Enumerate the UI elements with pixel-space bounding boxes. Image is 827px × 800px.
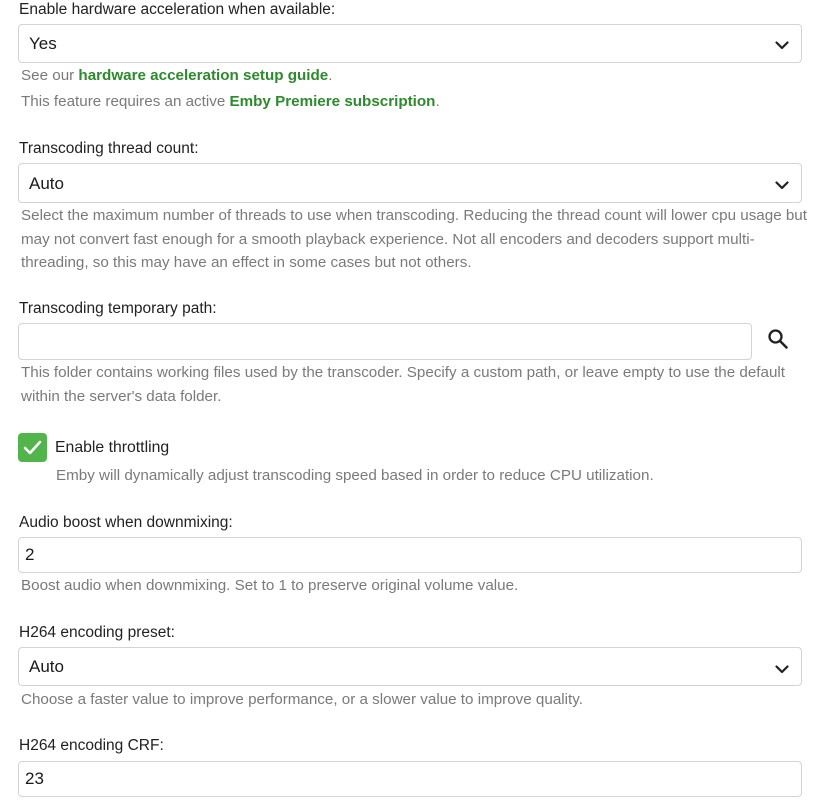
hardware-acceleration-guide-link[interactable]: hardware acceleration setup guide [78, 67, 329, 84]
audio-boost-description: Boost audio when downmixing. Set to 1 to preserve original volume value. [21, 577, 519, 594]
checkmark-icon [23, 439, 42, 456]
hw-accel-value: Yes [29, 34, 57, 53]
h264-preset-select[interactable] [18, 647, 802, 686]
audio-boost-value: 2 [25, 545, 35, 564]
chevron-down-icon [775, 181, 789, 190]
throttling-checkbox[interactable] [18, 433, 47, 462]
temp-path-input[interactable] [18, 323, 752, 360]
search-icon[interactable] [766, 327, 790, 351]
h264-preset-description: Choose a faster value to improve performance, or a slower value to improve quality. [21, 691, 583, 708]
temp-path-label: Transcoding temporary path: [19, 300, 217, 317]
h264-preset-value: Auto [29, 657, 64, 676]
thread-count-description: Select the maximum number of threads to use when transcoding. Reducing the thread count will lower cpu usage but may not convert fast enough for a smooth playback experience. Not all encoders and decoders support multi-threading, so this may have an effect in some cases but not others. [21, 207, 807, 271]
h264-preset-label: H264 encoding preset: [19, 624, 175, 641]
throttling-description: Emby will dynamically adjust transcoding speed based in order to reduce CPU utilization. [56, 467, 654, 484]
thread-count-select[interactable] [18, 163, 802, 203]
thread-count-value: Auto [29, 174, 64, 193]
chevron-down-icon [775, 41, 789, 50]
h264-crf-input[interactable] [18, 761, 802, 797]
h264-crf-label: H264 encoding CRF: [19, 737, 164, 754]
hw-accel-guide-text: See our hardware acceleration setup guide. [21, 67, 333, 84]
thread-count-label: Transcoding thread count: [19, 140, 199, 157]
emby-premiere-link[interactable]: Emby Premiere subscription [229, 93, 436, 110]
hw-accel-select[interactable] [18, 24, 802, 63]
h264-crf-value: 23 [25, 769, 44, 788]
temp-path-description: This folder contains working files used by the transcoder. Specify a custom path, or leave empty to use the default within the server's data folder. [21, 364, 786, 405]
hw-accel-premiere-text: This feature requires an active Emby Premiere subscription. [21, 93, 440, 110]
throttling-label[interactable]: Enable throttling [55, 439, 170, 456]
audio-boost-input[interactable] [18, 537, 802, 573]
hw-accel-label: Enable hardware acceleration when available: [19, 1, 336, 18]
audio-boost-label: Audio boost when downmixing: [19, 514, 233, 531]
chevron-down-icon [775, 665, 789, 674]
